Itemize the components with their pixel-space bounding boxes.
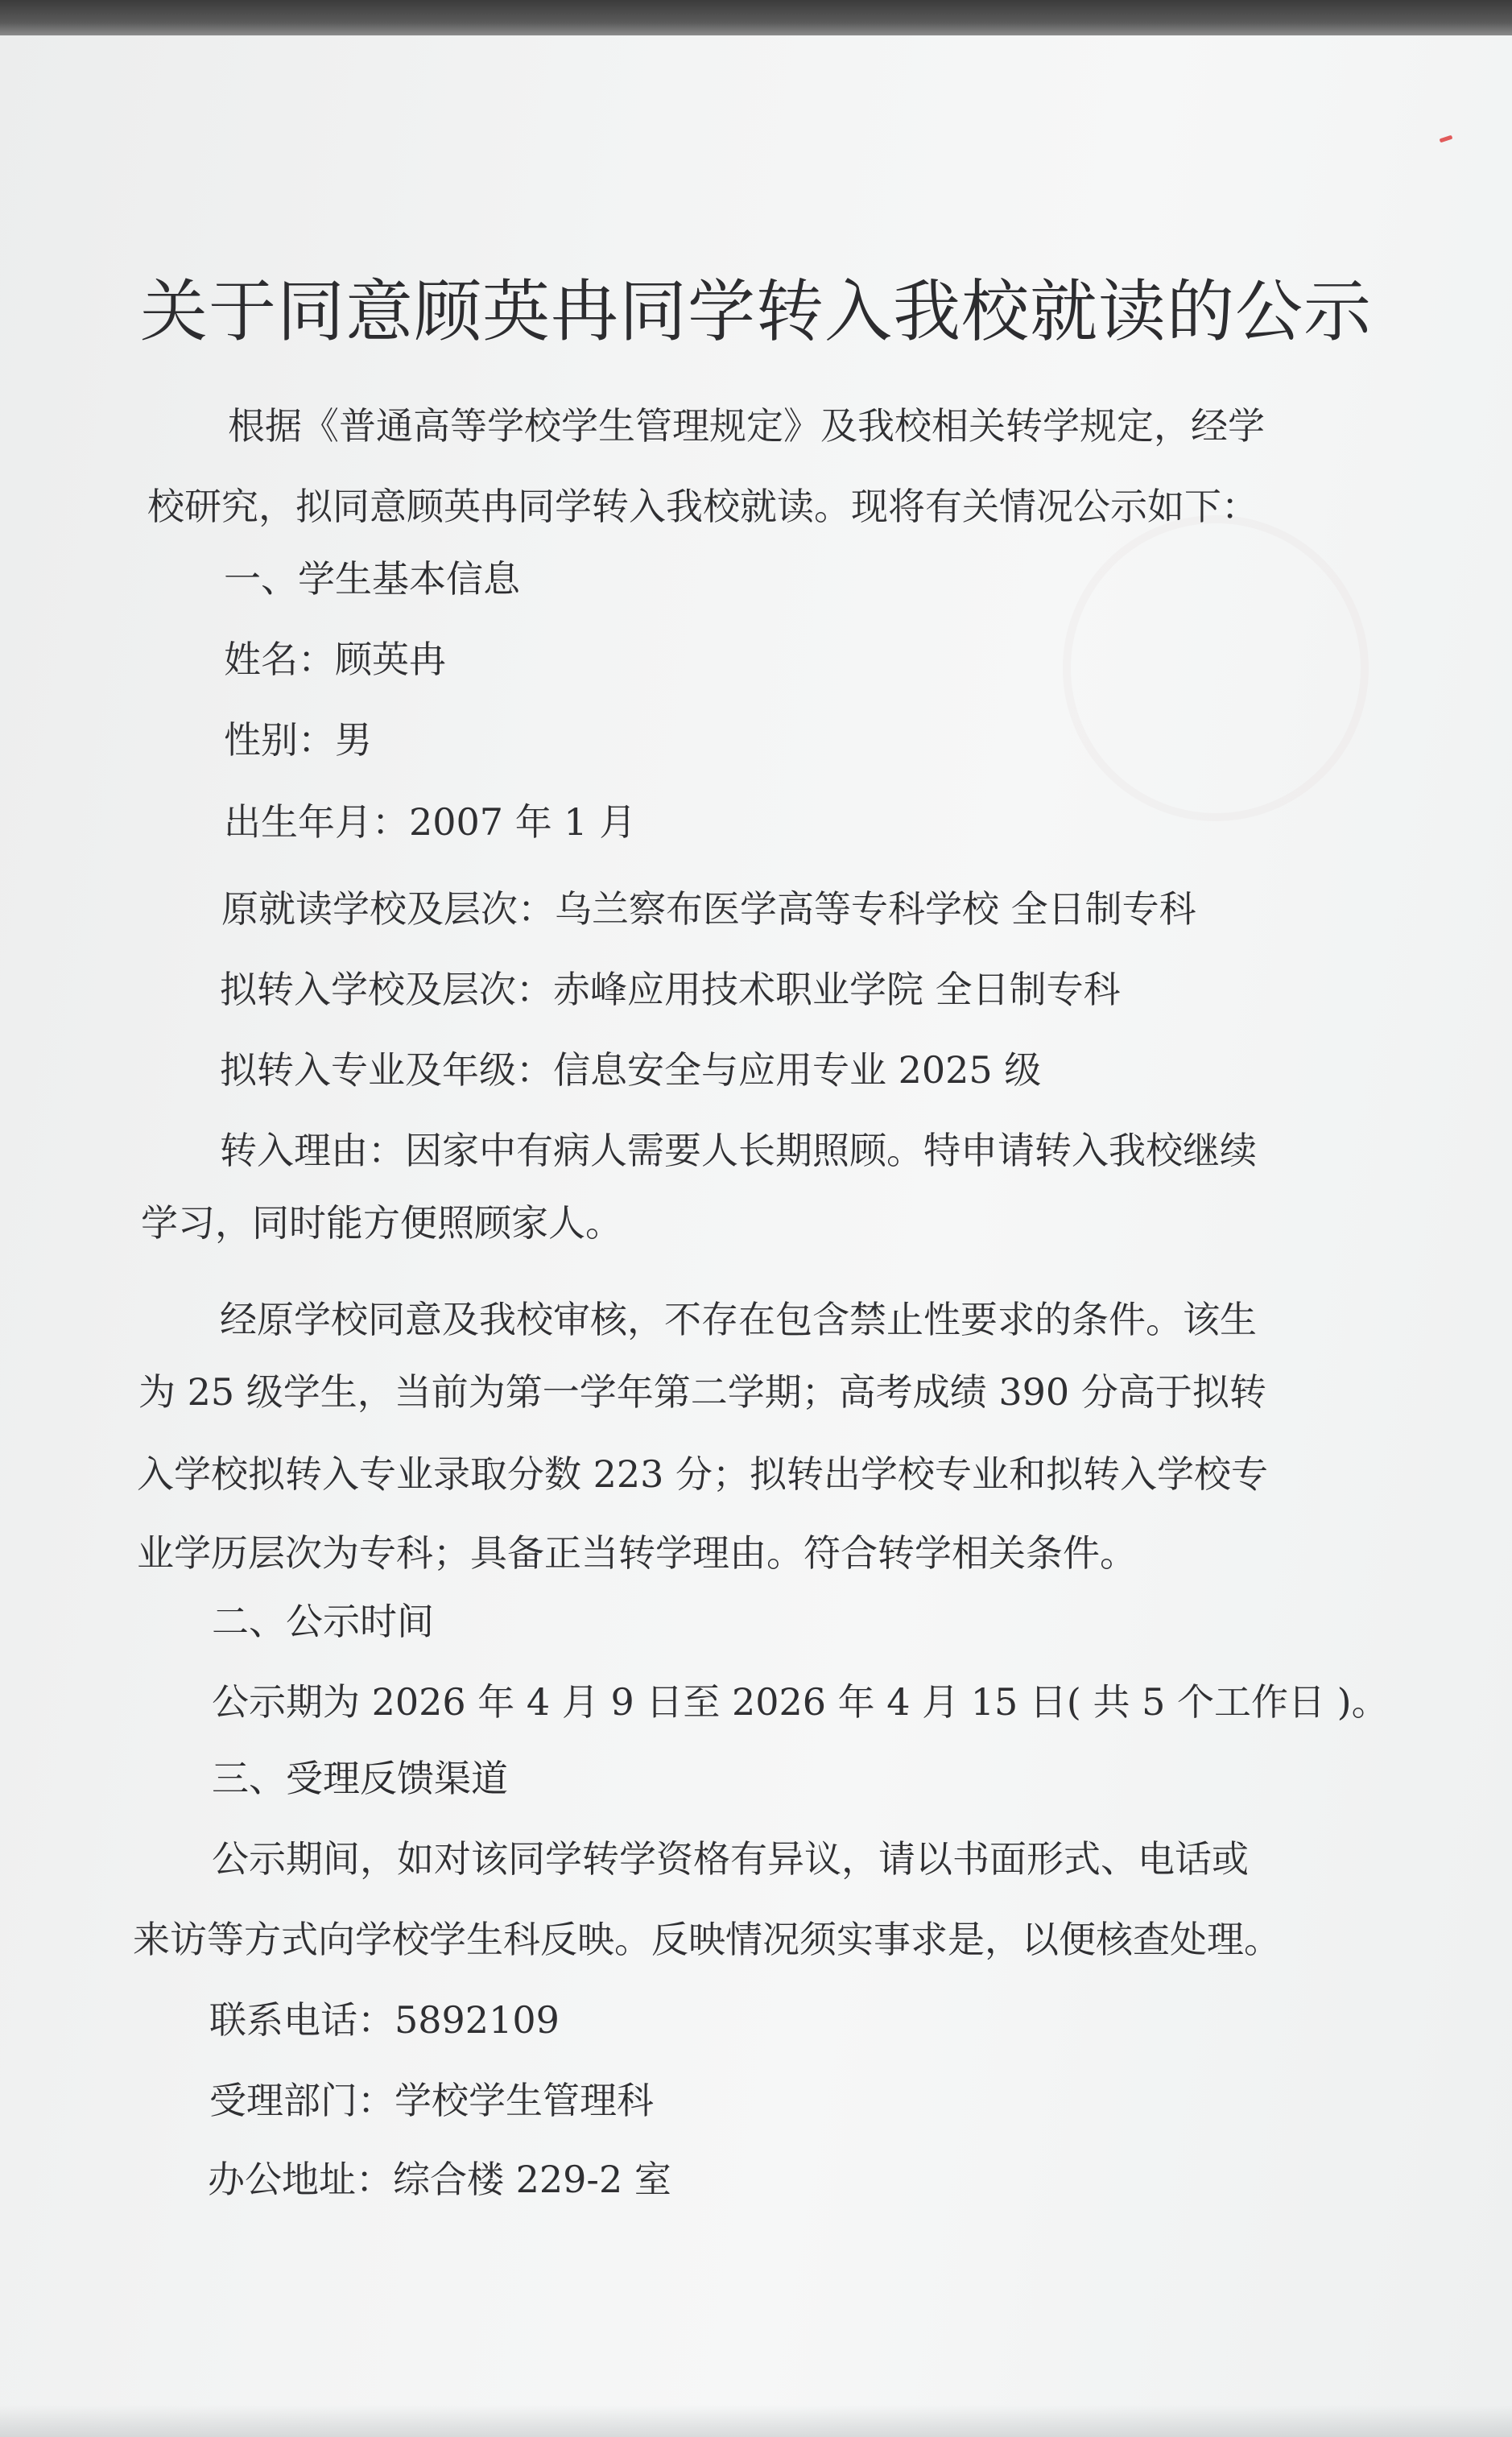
student-birth: 出生年月：2007 年 1 月 [224,800,637,844]
review-line-2: 为 25 级学生，当前为第一学年第二学期；高考成绩 390 分高于拟转 [138,1370,1266,1414]
intro-line-1: 根据《普通高等学校学生管理规定》及我校相关转学规定，经学 [228,404,1265,448]
review-line-1: 经原学校同意及我校审核，不存在包含禁止性要求的条件。该生 [220,1298,1257,1341]
intro-line-2: 校研究，拟同意顾英冉同学转入我校就读。现将有关情况公示如下： [147,485,1258,528]
target-school: 拟转入学校及层次：赤峰应用技术职业学院 全日制专科 [220,968,1121,1011]
feedback-desc-line-2: 来访等方式向学校学生科反映。反映情况须实事求是，以便核查处理。 [133,1918,1281,1961]
office-address: 办公地址：综合楼 229-2 室 [208,2158,671,2201]
target-major: 拟转入专业及年级：信息安全与应用专业 2025 级 [220,1048,1042,1092]
student-gender: 性别：男 [224,718,372,762]
section-2-heading: 二、公示时间 [212,1600,434,1643]
original-school: 原就读学校及层次：乌兰察布医学高等专科学校 全日制专科 [221,887,1196,931]
transfer-reason-line-1: 转入理由：因家中有病人需要人长期照顾。特申请转入我校继续 [220,1129,1257,1172]
department: 受理部门：学校学生管理科 [209,2079,654,2122]
review-line-4: 业学历层次为专科；具备正当转学理由。符合转学相关条件。 [137,1531,1137,1575]
transfer-reason-line-2: 学习，同时能方便照顾家人。 [141,1201,622,1245]
student-name: 姓名：顾英冉 [224,638,446,681]
paper-shadow [0,2405,1512,2437]
section-1-heading: 一、学生基本信息 [224,557,520,601]
section-3-heading: 三、受理反馈渠道 [212,1757,508,1800]
notice-period: 公示期为 2026 年 4 月 9 日至 2026 年 4 月 15 日( 共 5 个工作日 )。 [212,1680,1389,1724]
feedback-desc-line-1: 公示期间，如对该同学转学资格有异议，请以书面形式、电话或 [212,1837,1249,1881]
notice-title: 关于同意顾英冉同学转入我校就读的公示 [139,272,1372,351]
contact-phone: 联系电话：5892109 [209,1998,560,2042]
faint-seal-mark [1063,515,1369,821]
review-line-3: 入学校拟转入专业录取分数 223 分；拟转出学校专业和拟转入学校专 [137,1452,1269,1496]
